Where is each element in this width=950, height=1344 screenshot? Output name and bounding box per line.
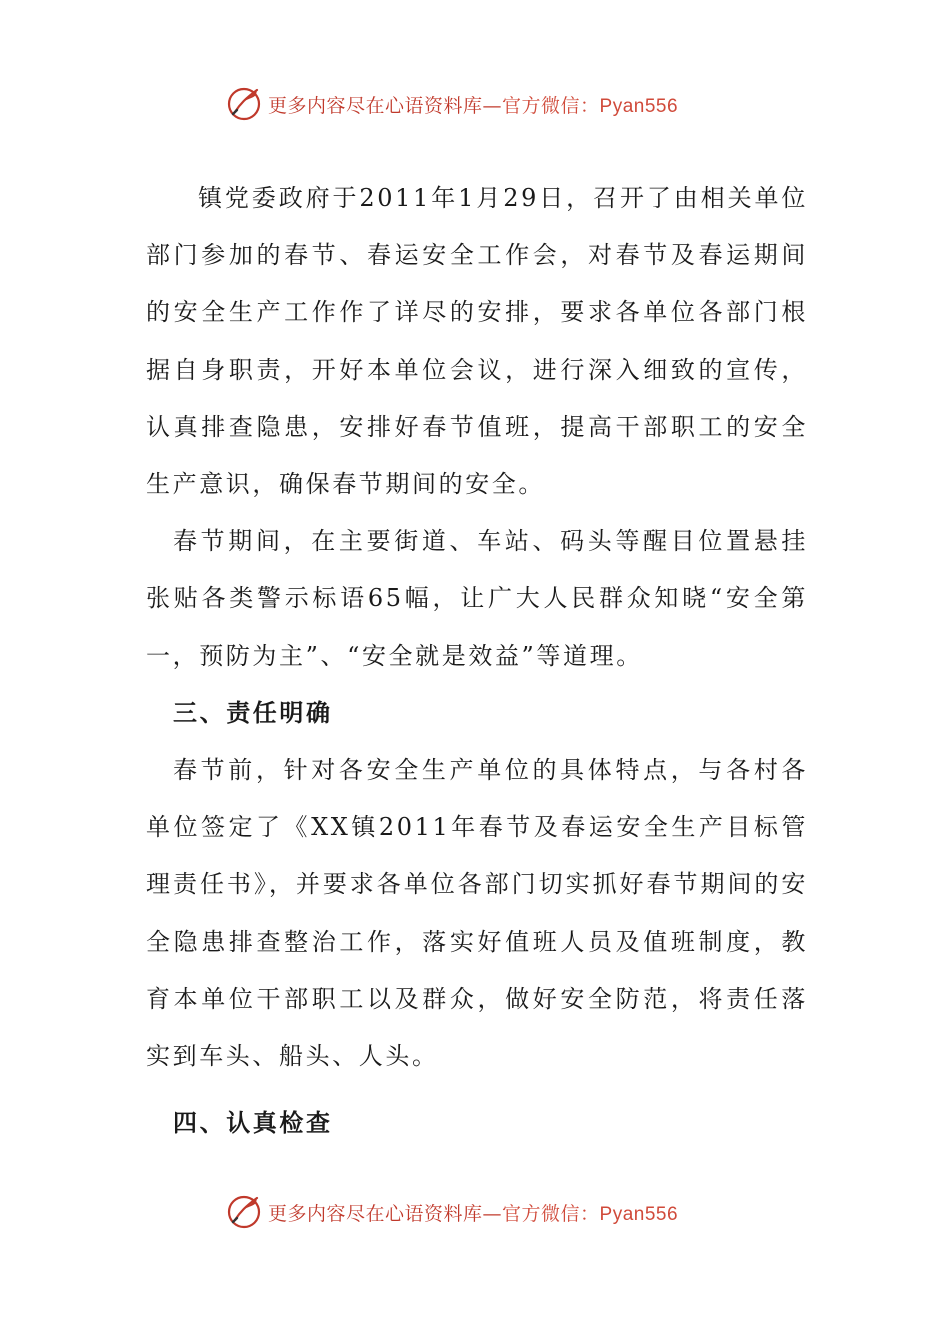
footer-banner (226, 1192, 678, 1232)
paragraph-responsibility: 春节前，针对各安全生产单位的具体特点，与各村各单位签定了《XX镇2011年春节及春运安全生产目标管理责任书》，并要求各单位各部门切实抓好春节期间的安全隐患排查整治工作，落实好值班人员及值班制度，教育本单位干部职工以及群众，做好安全防范，将责任落实到车头、船头、人头。 (146, 756, 808, 1071)
banner-wechat-label: 官方微信： (502, 1202, 600, 1225)
banner-text (268, 91, 678, 118)
paragraph-meeting: 镇党委政府于2011年1月29日，召开了由相关单位部门参加的春节、春运安全工作会，对春节及春运期间的安全生产工作作了详尽的安排，要求各单位各部门根据自身职责，开好本单位会议，进行深入细致的宣传，认真排查隐患，安排好春节值班，提高干部职工的安全生产意识，确保春节期间的安全。 (146, 184, 808, 499)
paragraph-slogans: 春节期间，在主要街道、车站、码头等醒目位置悬挂张贴各类警示标语65幅，让广大人民群众知晓“安全第一，预防为主”、“安全就是效益”等道理。 (146, 527, 808, 670)
document-body (146, 170, 808, 1152)
section-heading-responsibility: 三、责任明确 (173, 698, 333, 727)
banner-wechat-id: Pyan556 (599, 95, 679, 117)
banner-main-text: 更多内容尽在心语资料库 (268, 94, 483, 117)
section-heading-inspection: 四、认真检查 (173, 1109, 333, 1138)
quill-logo-icon (226, 1194, 262, 1230)
banner-dash: — (482, 1202, 503, 1225)
banner-main-text: 更多内容尽在心语资料库 (268, 1202, 483, 1225)
banner-wechat-id: Pyan556 (599, 1203, 679, 1225)
banner-text (268, 1199, 678, 1226)
quill-logo-icon (226, 86, 262, 122)
banner-dash: — (482, 94, 503, 117)
banner-wechat-label: 官方微信： (502, 94, 600, 117)
header-banner (226, 84, 678, 124)
